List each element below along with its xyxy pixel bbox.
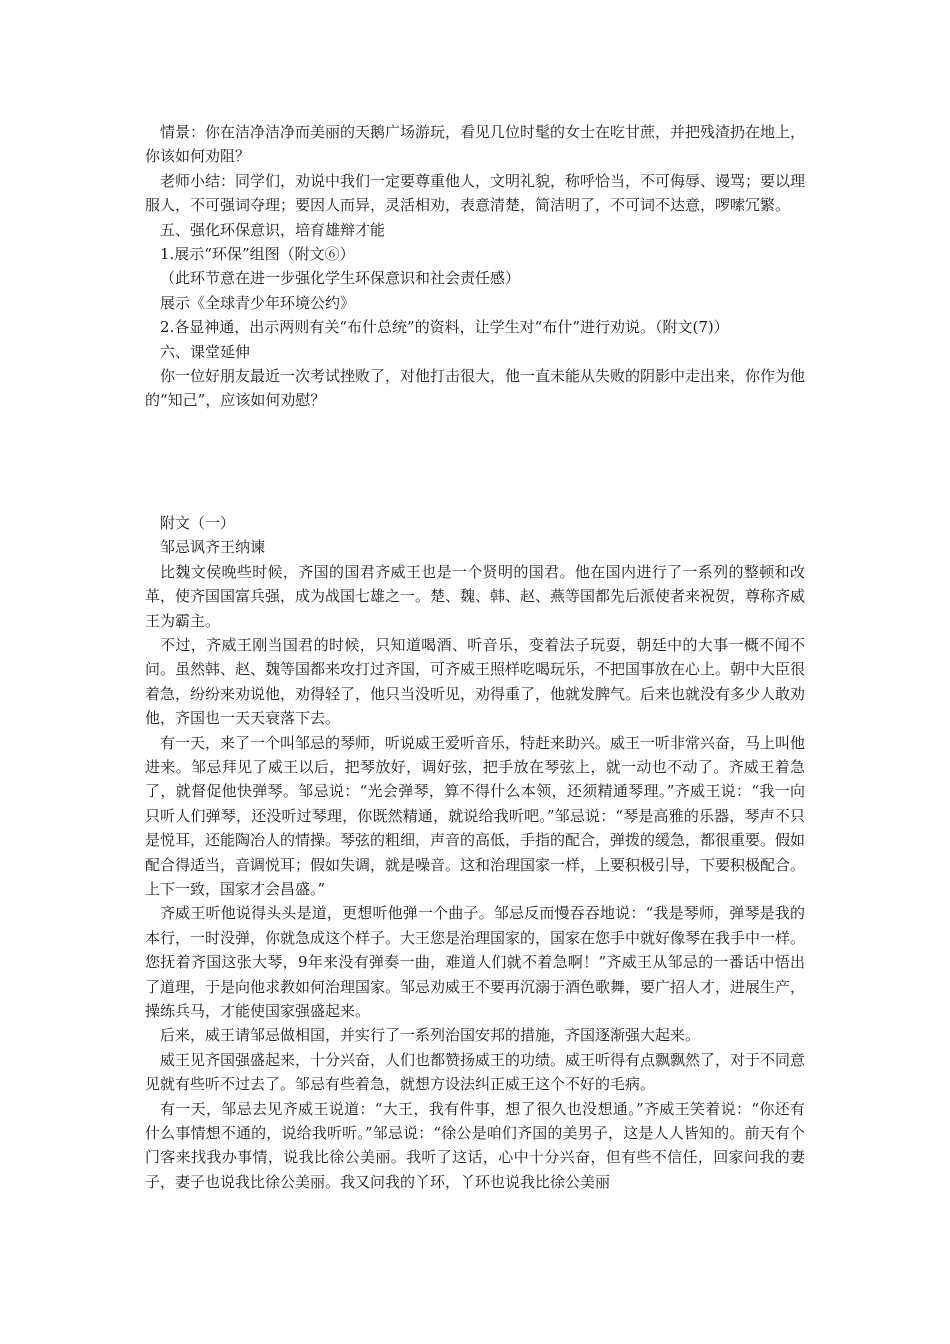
story-paragraph: 齐威王听他说得头头是道，更想听他弹一个曲子。邹忌反而慢吞吞地说：“我是琴师，弹琴是我的本行，一时没弹，你就急成这个样子。大王您是治理国家的，国家在您手中就好像琴在我手中一样。您抚着齐国这张大琴，9年来没有弹奏一曲，难道人们就不着急啊！”齐威王从邹忌的一番话中悟出了道理，于是向他求教如何治理国家。邹忌劝威王不要再沉溺于酒色歌舞，要广招人才，进展生产，操练兵马，才能使国家强盛起来。 (145, 904, 806, 1020)
document-page (145, 120, 805, 1194)
list-item-bush-persuasion: 2.各显神通，出示两则有关“布什总统”的资料，让学生对“布什”进行劝说。（附文(7)） (160, 318, 729, 337)
section-heading-five: 五、强化环保意识，培育雄辩才能 (160, 220, 386, 239)
paragraph-scenario: 情景：你在洁净洁净而美丽的天鹅广场游玩，看见几位时髦的女士在吃甘蔗，并把残渣扔在地上，你该如何劝阻？ (145, 123, 806, 166)
list-item-environment-photos: 1.展示“环保”组图（附文⑥） (160, 245, 355, 264)
paragraph-convention: 展示《全球青少年环境公约》 (160, 293, 356, 312)
story-paragraph: 有一天，邹忌去见齐威王说道：“大王，我有件事，想了很久也没想通。”齐威王笑着说：“你还有什么事情想不通的，说给我听听。”邹忌说：“徐公是咱们齐国的美男子，这是人人皆知的。前天有个门客来找我办事情，说我比徐公美丽。我听了这话，心中十分兴奋，但有些不信任，回家问我的妻子，妻子也说我比徐公美丽。我又问我的丫环，丫环也说我比徐公美丽 (145, 1099, 805, 1191)
story-paragraph: 比魏文侯晚些时候，齐国的国君齐威王也是一个贤明的国君。他在国内进行了一系列的整顿和改革，使齐国国富兵强，成为战国七雄之一。楚、魏、韩、赵、燕等国都先后派使者来祝贺，尊称齐威王为霸主。 (145, 562, 806, 630)
section-heading-six: 六、课堂延伸 (160, 342, 251, 361)
paragraph-teacher-summary: 老师小结：同学们，劝说中我们一定要尊重他人，文明礼貌，称呼恰当，不可侮辱、谩骂；要以理服人，不可强词夺理；要因人而异，灵活相劝，表意清楚，简洁明了，不可词不达意，啰嗦冗繁。 (145, 171, 806, 215)
appendix-heading: 附文（一） (160, 513, 236, 532)
paragraph-extension-task: 你一位好朋友最近一次考试挫败了，对他打击很大，他一直未能从失败的阴影中走出来，你作为他的“知己”，应该如何劝慰？ (145, 367, 806, 410)
spacer (145, 413, 805, 511)
story-paragraph: 不过，齐威王刚当国君的时候，只知道喝酒、听音乐，变着法子玩耍，朝廷中的大事一概不闻不问。虽然韩、赵、魏等国都来攻打过齐国，可齐威王照样吃喝玩乐，不把国事放在心上。朝中大臣很着急，纷纷来劝说他，劝得轻了，他只当没听见，劝得重了，他就发脾气。后来也就没有多少人敢劝他，齐国也一天天衰落下去。 (145, 635, 806, 728)
story-paragraph: 后来，威王请邹忌做相国，并实行了一系列治国安邦的措施，齐国逐渐强大起来。 (160, 1026, 701, 1045)
appendix-title: 邹忌讽齐王纳谏 (160, 538, 266, 557)
story-paragraph: 有一天，来了一个叫邹忌的琴师，听说威王爱听音乐，特赶来助兴。威王一听非常兴奋，马上叫他进来。邹忌拜见了威王以后，把琴放好，调好弦，把手放在琴弦上，就一动也不动了。齐威王着急了，就督促他快弹琴。邹忌说：“光会弹琴，算不得什么本领，还须精通琴理。”齐威王说：“我一向只听人们弹琴，还没听过琴理，你既然精通，就说给我听吧。”邹忌说：“琴是高雅的乐器，琴声不只是悦耳，还能陶冶人的情操。琴弦的粗细，声音的高低，手指的配合，弹拨的缓急，都很重要。假如配合得适当，音调悦耳；假如失调，就是噪音。这和治理国家一样，上要积极引导，下要积极配合。上下一致，国家才会昌盛。” (145, 733, 806, 898)
story-paragraph: 威王见齐国强盛起来，十分兴奋，人们也都赞扬威王的功绩。威王听得有点飘飘然了，对于不同意见就有些听不过去了。邹忌有些着急，就想方设法纠正威王这个不好的毛病。 (145, 1050, 806, 1094)
paragraph-note: （此环节意在进一步强化学生环保意识和社会责任感） (160, 269, 521, 288)
